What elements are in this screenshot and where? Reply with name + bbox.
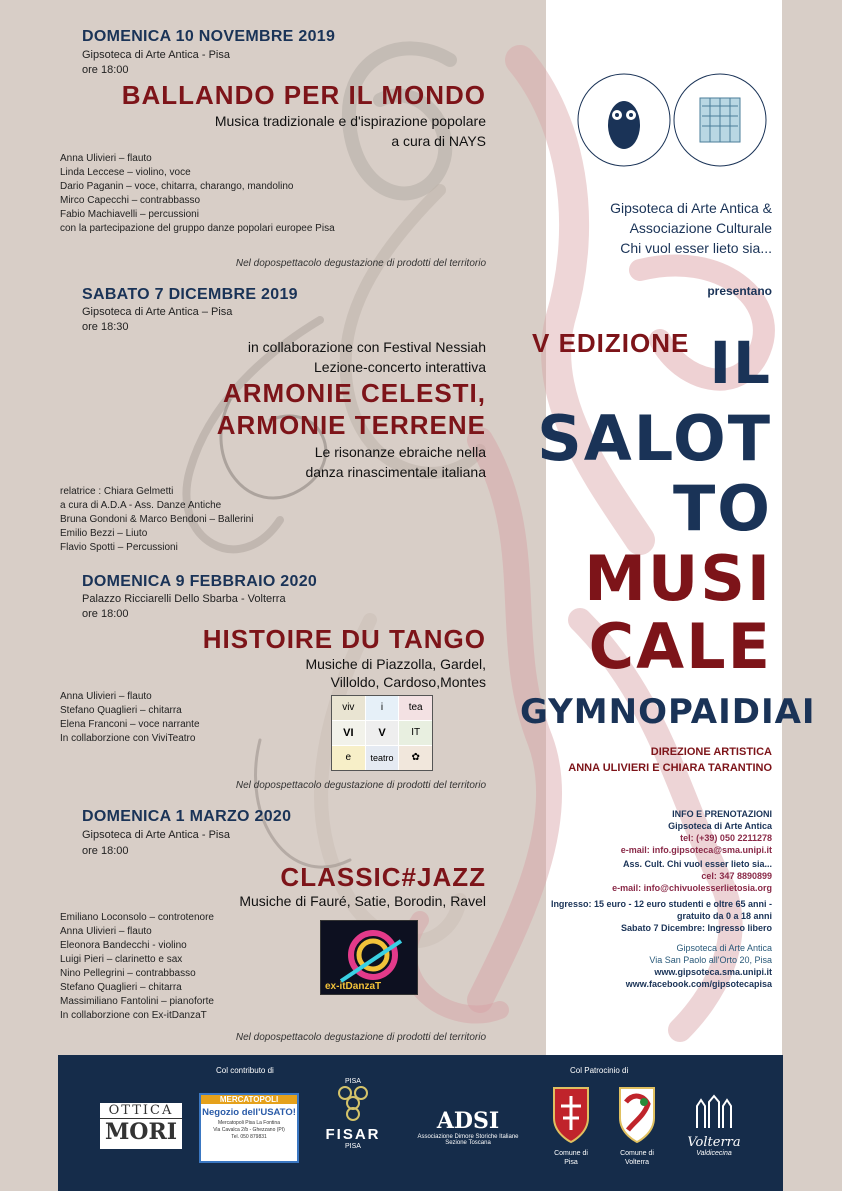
mercatopoli-top: MERCATOPOLI — [201, 1095, 297, 1104]
fisar-logo — [318, 1078, 388, 1166]
department-seal-icon — [574, 70, 674, 170]
performer: Eleonora Bandecchi - violino — [60, 940, 187, 951]
event4-venue: Gipsoteca di Arte Antica - Pisa — [82, 829, 230, 841]
address-block — [626, 942, 772, 990]
mercatopoli-small-line: Mercatopoli Pisa La Fontina — [218, 1120, 280, 1126]
logo-cell: V — [366, 721, 399, 745]
title-line-4: MUSI — [584, 542, 772, 615]
performer: con la partecipazione del gruppo danze popolari europee Pisa — [60, 223, 335, 234]
adsi-text: ADSI — [436, 1108, 500, 1134]
logo-cell: ✿ — [399, 746, 432, 770]
direction-names: ANNA ULIVIERI E CHIARA TARANTINO — [568, 762, 772, 774]
logo-cell: e — [332, 746, 365, 770]
performer: Dario Paganin – voce, chitarra, charango, mandolino — [60, 181, 294, 192]
event2-title-2: ARMONIE TERRENE — [216, 410, 486, 440]
adsi-logo — [410, 1108, 526, 1146]
event3-title: HISTOIRE DU TANGO — [202, 624, 486, 654]
performer: In collaborzione con ViviTeatro — [60, 733, 196, 744]
price-line: Sabato 7 Dicembre: Ingresso libero — [620, 923, 772, 933]
viviteatro-logo — [331, 695, 433, 771]
performer: Fabio Machiavelli – percussioni — [60, 209, 199, 220]
event2-performers — [60, 485, 253, 555]
title-line-1: IL — [709, 329, 772, 397]
grapes-icon — [333, 1085, 373, 1121]
event4-note: Nel dopospettacolo degustazione di prodotti del territorio — [235, 1032, 486, 1043]
volterra-crest-icon — [616, 1082, 658, 1144]
event4-time: ore 18:00 — [82, 845, 129, 857]
adsi-sub1: Associazione Dimore Storiche Italiane — [417, 1134, 519, 1140]
price-line: gratuito da 0 a 18 anni — [676, 911, 772, 921]
event3-venue: Palazzo Ricciarelli Dello Sbarba - Volterra — [82, 593, 286, 605]
fisar-sub: PISA — [345, 1143, 361, 1150]
info-org2: Ass. Cult. Chi vuol esser lieto sia... — [622, 859, 772, 869]
adsi-sub2: Sezione Toscana — [445, 1140, 491, 1146]
presenter-line: Associazione Culturale — [629, 220, 772, 236]
mercatopoli-small-line: Via Cavalca 2/b - Ghezzano (PI) — [213, 1127, 285, 1133]
event2-intro-2: Lezione-concerto interattiva — [314, 359, 486, 375]
address-line: Via San Paolo all'Orto 20, Pisa — [649, 955, 772, 965]
presenter-line: Chi vuol esser lieto sia... — [620, 240, 772, 256]
title-line-2: SALOT — [537, 402, 772, 475]
prices-block — [551, 898, 772, 934]
title-line-5: CALE — [588, 610, 772, 683]
performer: Stefano Quaglieri – chitarra — [60, 982, 182, 993]
event1-subtitle-2: a cura di NAYS — [391, 133, 486, 149]
contrib-label: Col contributo di — [216, 1066, 274, 1075]
volterra-label-2: Volterra — [624, 1159, 650, 1166]
performer: Anna Ulivieri – flauto — [60, 691, 152, 702]
event2-intro-1: in collaborazione con Festival Nessiah — [247, 339, 486, 355]
event2-subtitle-1: Le risonanze ebraiche nella — [314, 444, 486, 460]
performer: relatrice : Chiara Gelmetti — [60, 486, 174, 497]
event2-time: ore 18:30 — [82, 321, 129, 333]
address-line: Gipsoteca di Arte Antica — [676, 943, 772, 953]
pisa-crest-icon — [550, 1082, 592, 1144]
mercatopoli-small-line: Tel. 050 879831 — [231, 1134, 267, 1140]
volterra-brand-sub: Valdicecina — [696, 1150, 732, 1157]
event1-note: Nel dopospettacolo degustazione di prodotti del territorio — [235, 258, 486, 269]
event2-title-1: ARMONIE CELESTI, — [222, 378, 486, 408]
event1-date: DOMENICA 10 NOVEMBRE 2019 — [82, 28, 336, 45]
mori-text: MORI — [104, 1119, 178, 1145]
info-email1: e-mail: info.gipsoteca@sma.unipi.it — [620, 845, 772, 855]
fisar-top: PISA — [345, 1078, 361, 1085]
event2-date: SABATO 7 DICEMBRE 2019 — [82, 286, 298, 303]
info-tel1: tel: (+39) 050 2211278 — [680, 833, 772, 843]
patron-label: Col Patrocinio di — [570, 1066, 629, 1075]
fisar-text: FISAR — [325, 1126, 381, 1143]
event1-subtitle-1: Musica tradizionale e d'ispirazione popolare — [214, 113, 486, 129]
logo-cell: tea — [399, 696, 432, 720]
performer: Nino Pellegrini – contrabbasso — [60, 968, 196, 979]
ex-itdanzat-logo — [320, 920, 418, 995]
comune-volterra — [604, 1082, 670, 1167]
event4-date: DOMENICA 1 MARZO 2020 — [82, 808, 292, 825]
logo-cell: IT — [399, 721, 432, 745]
performer: Anna Ulivieri – flauto — [60, 926, 152, 937]
performer: Linda Leccese – violino, voce — [60, 167, 191, 178]
event3-performers — [60, 690, 200, 746]
mercatopoli-logo — [199, 1093, 299, 1163]
event1-title: BALLANDO PER IL MONDO — [121, 80, 486, 110]
info-block-1 — [621, 808, 772, 856]
title-line-3: TO — [673, 472, 772, 545]
direction-label: DIREZIONE ARTISTICA — [650, 746, 772, 758]
volterra-valdicecina-logo — [684, 1094, 744, 1157]
event1-performers — [60, 152, 335, 236]
logo-cell: i — [366, 696, 399, 720]
mercatopoli-small — [201, 1120, 297, 1141]
event4-subtitle: Musiche di Fauré, Satie, Borodin, Ravel — [239, 893, 486, 909]
event4-title: CLASSIC#JAZZ — [280, 862, 486, 892]
info-title: INFO E PRENOTAZIONI — [672, 809, 772, 819]
association-seal-icon — [670, 70, 770, 170]
ex-itdanzat-label: ex-itDanzaT — [325, 981, 382, 992]
logo-cell: teatro — [366, 746, 399, 770]
performer: Massimiliano Fantolini – pianoforte — [60, 996, 214, 1007]
event4-performers — [60, 911, 214, 1023]
event3-date: DOMENICA 9 FEBBRAIO 2020 — [82, 573, 318, 590]
performer: Emiliano Loconsolo – controtenore — [60, 912, 214, 923]
performer: Bruna Gondoni & Marco Bendoni – Ballerini — [60, 514, 254, 525]
logo-cell: VI — [332, 721, 365, 745]
presenters — [610, 198, 772, 258]
facebook-link[interactable]: www.facebook.com/gipsotecapisa — [625, 979, 772, 989]
performer: Stefano Quaglieri – chitarra — [60, 705, 182, 716]
info-tel2: cel: 347 8890899 — [701, 871, 772, 881]
presenter-line: Gipsoteca di Arte Antica & — [610, 200, 772, 216]
performer: Anna Ulivieri – flauto — [60, 153, 152, 164]
performer: Flavio Spotti – Percussioni — [60, 542, 178, 553]
performer: a cura di A.D.A - Ass. Danze Antiche — [60, 500, 222, 511]
price-line: Ingresso: 15 euro - 12 euro studenti e oltre 65 anni - — [550, 899, 772, 909]
volterra-label-1: Comune di — [620, 1150, 654, 1157]
event3-note: Nel dopospettacolo degustazione di prodotti del territorio — [235, 780, 486, 791]
performer: In collaborzione con Ex-itDanzaT — [60, 1010, 207, 1021]
mercatopoli-main: Negozio dell'USATO! — [202, 1107, 296, 1118]
towers-icon — [691, 1094, 737, 1130]
event1-venue: Gipsoteca di Arte Antica - Pisa — [82, 49, 230, 61]
edition-label: V EDIZIONE — [532, 328, 690, 358]
volterra-brand: Volterra — [687, 1135, 741, 1150]
logo-cell: viv — [332, 696, 365, 720]
performer: Luigi Pieri – clarinetto e sax — [60, 954, 183, 965]
gymnopaidiai-subtitle: GYMNOPAIDIAI — [520, 692, 816, 732]
pisa-label-1: Comune di — [554, 1150, 588, 1157]
event3-time: ore 18:00 — [82, 608, 129, 620]
event2-venue: Gipsoteca di Arte Antica – Pisa — [82, 306, 233, 318]
ottica-mori-logo — [100, 1103, 182, 1149]
performer: Mirco Capecchi – contrabbasso — [60, 195, 201, 206]
ottica-text: OTTICA — [100, 1103, 182, 1119]
event2-subtitle-2: danza rinascimentale italiana — [305, 464, 486, 480]
website-link[interactable]: www.gipsoteca.sma.unipi.it — [654, 967, 772, 977]
event3-subtitle-1: Musiche di Piazzolla, Gardel, — [305, 656, 486, 672]
presentano-label: presentano — [707, 284, 772, 298]
pisa-label-2: Pisa — [564, 1159, 578, 1166]
info-email2: e-mail: info@chivuolesserlietosia.org — [612, 883, 772, 893]
event1-time: ore 18:00 — [82, 64, 129, 76]
comune-pisa — [538, 1082, 604, 1167]
event3-subtitle-2: Villoldo, Cardoso,Montes — [330, 674, 486, 690]
info-block-2 — [612, 858, 772, 894]
performer: Emilio Bezzi – Liuto — [60, 528, 148, 539]
info-org1: Gipsoteca di Arte Antica — [668, 821, 772, 831]
performer: Elena Franconi – voce narrante — [60, 719, 200, 730]
